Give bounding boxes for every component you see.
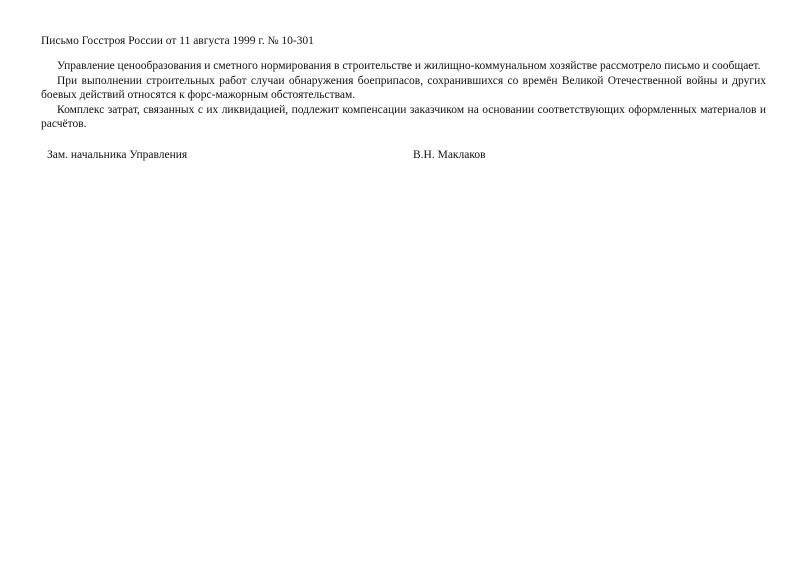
signatory-name: В.Н. Маклаков: [413, 148, 486, 161]
document-body: [41, 59, 766, 132]
paragraph-3: Комплекс затрат, связанных с их ликвидацией, подлежит компенсации заказчиком на основании соответствующих оформленных материалов и расчётов.: [41, 103, 766, 130]
document-title: Письмо Госстроя России от 11 августа 1999 г. № 10-301: [41, 35, 314, 47]
document-page: [41, 34, 766, 164]
signatory-position: Зам. начальника Управления: [47, 148, 188, 161]
paragraph-1: Управление ценообразования и сметного нормирования в строительстве и жилищно-коммунальном хозяйстве рассмотрело письмо и сообщает.: [57, 60, 761, 72]
signature-block: [41, 148, 766, 164]
paragraph-2: При выполнении строительных работ случаи обнаружения боеприпасов, сохранившихся со времён Великой Отечественной войны и других боевых действий относятся к форс-мажорным обстоятельствам.: [41, 74, 766, 101]
